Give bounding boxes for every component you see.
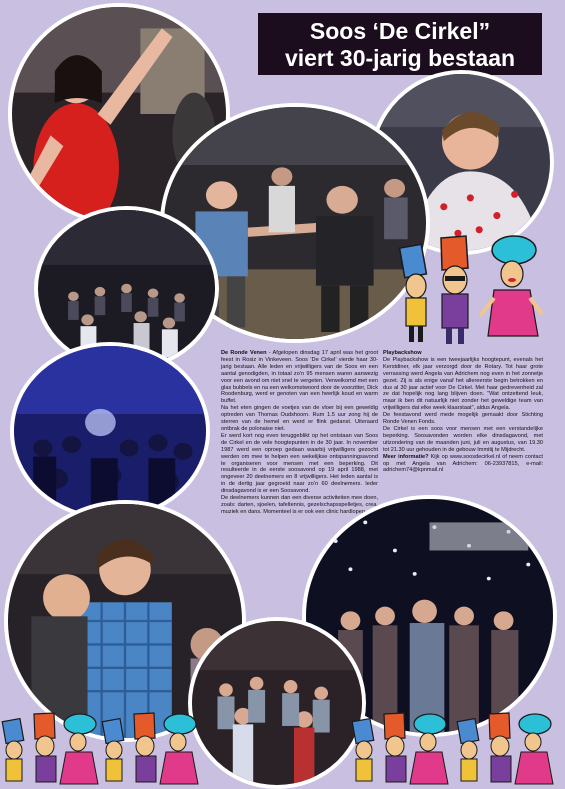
bottom-cartoon-strip — [0, 712, 565, 789]
article-right-column — [383, 350, 543, 474]
lead-text: - Afgelopen dinsdag 17 april was het groot feest in Rosiz in Vinkeveen. Soos ‘De Cirkel’ vierde haar 30-jarig bestaan. Alle leden en vrijwilligers van de Soos en een aantal genodigden, in totaal zo’n 95 mensen waren aanwezig voor een avond om niet snel te vergeten. Verwelkomd met een glas bubbels en na een welkomstwoord door de voorzitter, Dick Roodenburg, werd er genoten van een heerlijk koud en warm buffet. — [221, 350, 379, 405]
article-paragraph-4: De deelnemers kunnen dan een diverse activiteiten mee doen, zoals: darten, sjoelen, tafeltennis, gezelschapsspelletjes, crea, muziek en dans. Momenteel is er ook een clinic hardlopen. — [221, 495, 378, 515]
cartoon-characters-illustration — [396, 228, 546, 348]
title-line-1: Soos ‘De Cirkel” — [309, 18, 491, 44]
title-line-2: viert 30-jarig bestaan — [284, 45, 516, 71]
article-lead — [221, 350, 378, 405]
photo-blue-lit-crowd — [10, 342, 210, 520]
article-paragraph-3: Er werd kort nog even teruggeblikt op het ontstaan van Soos de Cirkel en de vele hoogtepunten in de 30 jaar. In november 1987 werd een oproep gedaan waarbij vrijwilligers gezocht werden om mee te helpen een wekelijkse ontspanningsavond te organiseren voor mensen met een beperking. Dit resulteerde in de eerste soosavond op 19 april 1988, met ongeveer 20 deelnemers en 8 vrijwilligers. Het leden aantal is in de dertig jaar gegroeid naar zo’n 60 deelnemers. Ieder dinsdagavond is er een Soosavond. — [221, 432, 378, 495]
section-heading-playbackshow: Playbackshow — [383, 350, 422, 356]
more-info-label: Meer informatie? — [383, 453, 429, 460]
article-paragraph-2: Na het eten gingen de voetjes van de vloer bij een geweldig optreden van Thomas Oudshoorn. Rum 1.5 uur zong hij de sterren van de hemel en werd er flink gedanst. Uiteraard ontbrak de polonaise niet. — [221, 405, 378, 432]
right-paragraph-2: De feestavond werd mede mogelijk gemaakt door Stichting Ronde Venen Fonds. — [383, 412, 543, 426]
title-box — [258, 13, 542, 75]
right-paragraph-1: De Playbackshow is een tweejaarlijks hoogtepunt, evenals het Kerstdiner, elk jaar verzorgd door de Rotary. Tot haar grote verrassing werd Angela van Adrichem nog even in het zonnetje gezet. Zij is als enige vanaf het allereerste begin betrokken en dus al 30 jaar actief voor De Cirkel. Met haar gedrevenheid zal ze dat hopelijk nog lang blijven doen. “Wat ontzettend leuk, maar ik ben dit natuurlijk niet zonder het geweldige team van vrijwilligers dat elke week klaarstaat”, aldus Angela. — [383, 356, 543, 412]
right-paragraph-4 — [383, 454, 543, 475]
contact-info: Kijk op www.soosdecirkel.nl of neem contact op met Angela van Adrichem: 06-23937815, e-mail: adrichem74@kpnmail.nl — [383, 453, 543, 474]
lead-location: De Ronde Venen — [221, 350, 267, 356]
article-left-column — [221, 350, 378, 516]
right-paragraph-3: De Cirkel is een soos voor mensen met een verstandelijke beperking. Soosavonden worden elke dinsdagavond, met uitzondering van de maanden juni, juli en augustus, van 19.30 tot 21.30 uur gehouden in de gebouw Immitij te Mijdrecht. — [383, 425, 543, 453]
